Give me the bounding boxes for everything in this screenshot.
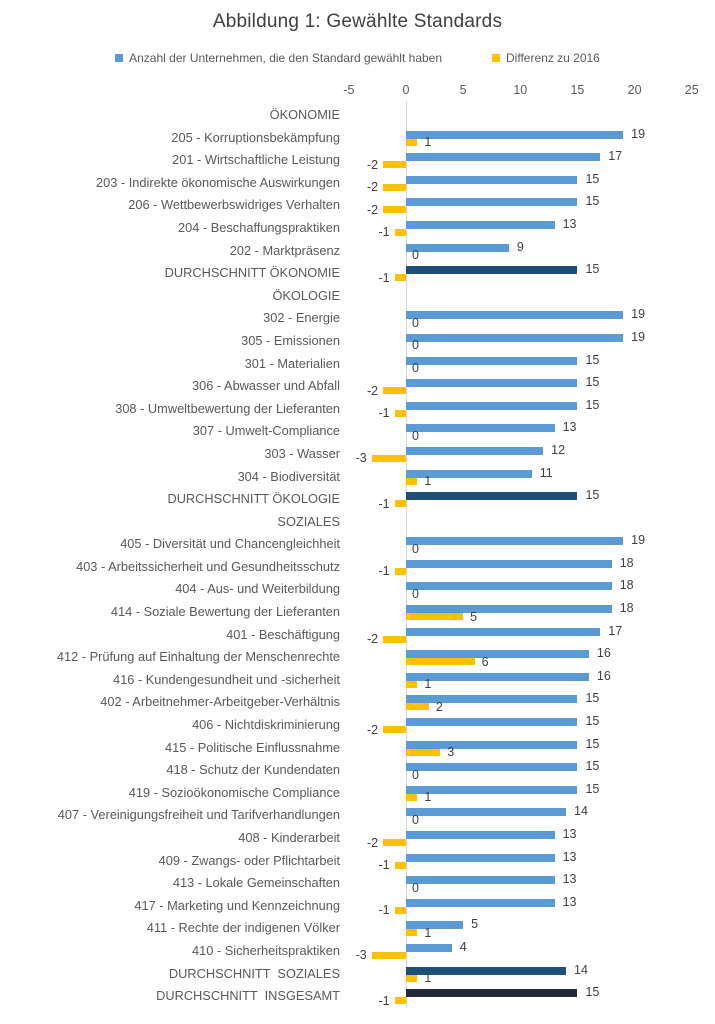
count-value: 13	[562, 849, 577, 864]
count-bar	[406, 673, 589, 681]
diff-value: -2	[367, 180, 379, 195]
diff-value: 3	[447, 745, 455, 760]
row-label: 403 - Arbeitssicherheit und Gesundheitsschutz	[76, 558, 340, 574]
count-value: 17	[608, 623, 623, 638]
legend-item-diff	[492, 51, 600, 65]
row-label: 407 - Vereinigungsfreiheit und Tarifverhandlungen	[57, 807, 340, 823]
count-bar	[406, 424, 555, 432]
row-plot	[345, 330, 715, 353]
diff-value: -1	[378, 225, 390, 240]
row-label: DURCHSCHNITT INSGESAMT	[156, 988, 340, 1004]
diff-bar	[383, 839, 406, 846]
row-label: 415 - Politische Einflussnahme	[165, 739, 340, 755]
chart-bar-row	[0, 375, 715, 398]
count-bar	[406, 244, 509, 252]
row-plot	[345, 578, 715, 601]
row-label: 408 - Kinderarbeit	[238, 830, 340, 845]
diff-bar	[406, 975, 417, 982]
chart-bar-row	[0, 240, 715, 263]
chart-bar-row	[0, 307, 715, 330]
count-bar	[406, 357, 577, 365]
legend-label-count: Anzahl der Unternehmen, die den Standard gewählt haben	[129, 51, 443, 65]
row-plot	[345, 104, 715, 127]
count-bar	[406, 582, 612, 590]
row-label: 304 - Biodiversität	[237, 468, 340, 484]
row-label: 202 - Marktpräsenz	[229, 242, 340, 258]
diff-value: 0	[412, 586, 419, 601]
diff-value: 1	[424, 677, 432, 692]
chart-bar-row	[0, 737, 715, 760]
chart-bar-row	[0, 963, 715, 986]
chart-bar-row	[0, 985, 715, 1008]
row-plot	[345, 985, 715, 1008]
chart-bar-row	[0, 624, 715, 647]
row-plot	[345, 149, 715, 172]
row-plot	[345, 172, 715, 195]
row-plot	[345, 127, 715, 150]
chart-rows	[0, 104, 715, 1008]
diff-bar	[395, 410, 406, 417]
chart-bar-row	[0, 172, 715, 195]
diff-bar	[383, 387, 406, 394]
chart-bar-row	[0, 691, 715, 714]
diff-value: -1	[378, 564, 390, 579]
row-plot	[345, 601, 715, 624]
chart-bar-row	[0, 714, 715, 737]
diff-value: 0	[412, 315, 419, 330]
diff-bar	[406, 139, 417, 146]
legend-item-count	[115, 51, 442, 65]
row-label: 204 - Beschaffungspraktiken	[178, 219, 340, 235]
row-plot	[345, 511, 715, 534]
count-value: 15	[585, 397, 600, 412]
chart-bar-row	[0, 466, 715, 489]
chart-bar-row	[0, 194, 715, 217]
count-value: 19	[631, 126, 646, 141]
count-value: 14	[574, 962, 588, 977]
row-label: 305 - Emissionen	[241, 332, 340, 348]
diff-bar	[395, 568, 406, 575]
row-plot	[345, 624, 715, 647]
count-bar	[406, 718, 577, 726]
chart-bar-row	[0, 149, 715, 172]
count-value: 15	[585, 714, 600, 729]
diff-value: 1	[424, 135, 432, 150]
count-bar	[406, 763, 577, 771]
diff-value: 0	[412, 361, 419, 376]
count-bar	[406, 650, 589, 658]
x-tick: -5	[343, 83, 355, 97]
diff-value: -1	[378, 496, 390, 511]
section-label: ÖKONOMIE	[269, 107, 340, 122]
diff-bar	[406, 658, 475, 665]
row-plot	[345, 353, 715, 376]
legend-swatch-count-icon	[115, 54, 123, 62]
row-plot	[345, 466, 715, 489]
row-plot	[345, 194, 715, 217]
diff-value: -2	[367, 202, 379, 217]
chart-bar-row	[0, 488, 715, 511]
row-label: 201 - Wirtschaftliche Leistung	[172, 152, 340, 168]
chart-bar-row	[0, 601, 715, 624]
chart-bar-row	[0, 850, 715, 873]
count-bar	[406, 198, 577, 206]
diff-bar	[406, 929, 417, 936]
count-value: 15	[585, 488, 600, 503]
diff-value: 1	[424, 925, 432, 940]
diff-bar	[406, 681, 417, 688]
count-bar	[406, 560, 612, 568]
diff-bar	[383, 206, 406, 213]
row-label: DURCHSCHNITT SOZIALES	[168, 965, 340, 981]
chart-bar-row	[0, 782, 715, 805]
count-value: 15	[585, 781, 600, 796]
row-label: 416 - Kundengesundheit und -sicherheit	[113, 671, 340, 687]
diff-value: 0	[412, 248, 419, 263]
legend-swatch-diff-icon	[492, 54, 500, 62]
diff-value: -1	[378, 270, 390, 285]
count-bar	[406, 334, 623, 342]
count-bar	[406, 605, 612, 613]
count-value: 15	[585, 985, 600, 1000]
count-value: 15	[585, 736, 600, 751]
diff-bar	[395, 907, 406, 914]
chart-section-row	[0, 511, 715, 534]
count-value: 13	[562, 894, 577, 909]
row-label: 404 - Aus- und Weiterbildung	[175, 581, 340, 597]
row-plot	[345, 488, 715, 511]
row-plot	[345, 285, 715, 308]
chart-bar-row	[0, 533, 715, 556]
row-plot	[345, 963, 715, 986]
chart-bar-row	[0, 420, 715, 443]
diff-bar	[383, 161, 406, 168]
count-value: 17	[608, 149, 623, 164]
count-value: 15	[585, 691, 600, 706]
diff-value: -3	[355, 451, 367, 466]
diff-value: 0	[412, 767, 419, 782]
count-bar	[406, 944, 452, 952]
row-label: 308 - Umweltbewertung der Lieferanten	[115, 400, 340, 416]
count-value: 18	[619, 578, 634, 593]
diff-value: 5	[470, 609, 478, 624]
diff-bar	[395, 997, 406, 1004]
row-label: 405 - Diversität und Chancengleichheit	[120, 536, 340, 552]
diff-bar	[406, 703, 429, 710]
row-label: 414 - Soziale Bewertung der Lieferanten	[110, 604, 340, 620]
count-bar	[406, 402, 577, 410]
row-plot	[345, 895, 715, 918]
row-plot	[345, 556, 715, 579]
chart-bar-row	[0, 127, 715, 150]
count-value: 5	[471, 917, 479, 932]
diff-value: -2	[367, 835, 379, 850]
chart-bar-row	[0, 895, 715, 918]
row-plot	[345, 714, 715, 737]
row-label: 409 - Zwangs- oder Pflichtarbeit	[158, 852, 340, 868]
row-label: DURCHSCHNITT ÖKOLOGIE	[167, 491, 340, 507]
chart-bar-row	[0, 872, 715, 895]
count-bar	[406, 266, 577, 274]
count-bar	[406, 131, 623, 139]
row-label: 406 - Nichtdiskriminierung	[192, 717, 340, 733]
count-value: 13	[562, 216, 577, 231]
count-bar	[406, 492, 577, 500]
row-plot	[345, 533, 715, 556]
count-value: 15	[585, 194, 600, 209]
count-value: 12	[551, 442, 566, 457]
chart-section-row	[0, 285, 715, 308]
section-label: ÖKOLOGIE	[272, 287, 340, 303]
count-bar	[406, 831, 555, 839]
chart-bar-row	[0, 827, 715, 850]
chart-bar-row	[0, 443, 715, 466]
row-label: 410 - Sicherheitspraktiken	[192, 942, 340, 958]
row-label: 402 - Arbeitnehmer-Arbeitgeber-Verhältnis	[100, 694, 340, 710]
diff-bar	[383, 636, 406, 643]
row-label: DURCHSCHNITT ÖKONOMIE	[164, 265, 340, 281]
row-plot	[345, 691, 715, 714]
x-tick: 25	[684, 83, 699, 97]
chart-bar-row	[0, 578, 715, 601]
count-value: 18	[619, 601, 634, 616]
x-tick: 15	[570, 83, 585, 97]
diff-value: 0	[412, 880, 419, 895]
row-label: 205 - Korruptionsbekämpfung	[171, 129, 340, 145]
count-value: 9	[516, 239, 524, 254]
count-value: 15	[585, 375, 600, 390]
row-plot	[345, 443, 715, 466]
diff-bar	[406, 794, 417, 801]
chart-bar-row	[0, 804, 715, 827]
row-label: 412 - Prüfung auf Einhaltung der Menschenrechte	[56, 649, 340, 665]
diff-value: 1	[424, 790, 432, 805]
section-label: SOZIALES	[277, 513, 340, 529]
diff-value: -2	[367, 157, 379, 172]
count-bar	[406, 876, 555, 884]
row-label: 302 - Energie	[263, 310, 340, 326]
chart-bar-row	[0, 262, 715, 285]
diff-bar	[395, 500, 406, 507]
row-label: 306 - Abwasser und Abfall	[192, 378, 340, 394]
diff-value: -1	[378, 858, 390, 873]
diff-value: -2	[367, 632, 379, 647]
x-tick: 10	[513, 83, 528, 97]
diff-value: -1	[378, 406, 390, 421]
count-value: 15	[585, 759, 600, 774]
row-plot	[345, 646, 715, 669]
diff-value: 0	[412, 338, 419, 353]
diff-value: -1	[378, 993, 390, 1008]
chart-section-row	[0, 104, 715, 127]
diff-value: -1	[378, 903, 390, 918]
count-bar	[406, 921, 463, 929]
x-axis-ticks	[345, 83, 715, 99]
chart-bar-row	[0, 217, 715, 240]
row-plot	[345, 940, 715, 963]
count-value: 13	[562, 420, 577, 435]
row-plot	[345, 420, 715, 443]
diff-bar	[406, 478, 417, 485]
row-plot	[345, 759, 715, 782]
diff-bar	[406, 613, 463, 620]
diff-bar	[372, 455, 406, 462]
diff-value: 0	[412, 812, 419, 827]
count-bar	[406, 695, 577, 703]
chart-bar-row	[0, 330, 715, 353]
count-bar	[406, 786, 577, 794]
legend-label-diff: Differenz zu 2016	[506, 51, 600, 65]
diff-value: 0	[412, 541, 419, 556]
count-value: 13	[562, 872, 577, 887]
row-plot	[345, 375, 715, 398]
diff-value: 0	[412, 428, 419, 443]
row-plot	[345, 850, 715, 873]
diff-bar	[395, 274, 406, 281]
diff-bar	[383, 184, 406, 191]
chart-bar-row	[0, 940, 715, 963]
row-label: 411 - Rechte der indigenen Völker	[146, 920, 340, 936]
row-plot	[345, 804, 715, 827]
count-value: 11	[539, 465, 553, 480]
count-bar	[406, 379, 577, 387]
row-label: 203 - Indirekte ökonomische Auswirkungen	[96, 174, 340, 190]
row-label: 401 - Beschäftigung	[226, 626, 340, 642]
diff-value: 1	[424, 474, 432, 488]
count-bar	[406, 854, 555, 862]
count-value: 15	[585, 171, 600, 186]
chart-bar-row	[0, 646, 715, 669]
count-bar	[406, 153, 600, 161]
row-plot	[345, 827, 715, 850]
chart-bar-row	[0, 669, 715, 692]
count-value: 19	[631, 533, 646, 548]
row-label: 303 - Wasser	[264, 445, 340, 461]
row-label: 417 - Marketing und Kennzeichnung	[134, 897, 340, 913]
count-bar	[406, 741, 577, 749]
x-tick: 0	[402, 83, 410, 97]
diff-value: -2	[367, 383, 379, 398]
chart-bar-row	[0, 759, 715, 782]
chart-bar-row	[0, 398, 715, 421]
diff-value: 2	[435, 699, 443, 714]
count-bar	[406, 447, 543, 455]
chart-bar-row	[0, 917, 715, 940]
row-plot	[345, 217, 715, 240]
row-label: 301 - Materialien	[244, 355, 340, 371]
diff-bar	[372, 952, 406, 959]
row-plot	[345, 782, 715, 805]
row-plot	[345, 669, 715, 692]
count-value: 19	[631, 329, 646, 344]
row-plot	[345, 917, 715, 940]
diff-bar	[406, 749, 440, 756]
row-label: 418 - Schutz der Kundendaten	[166, 762, 340, 778]
chart-bar-row	[0, 353, 715, 376]
x-tick: 20	[627, 83, 642, 97]
count-bar	[406, 628, 600, 636]
row-plot	[345, 398, 715, 421]
diff-bar	[395, 229, 406, 236]
count-value: 15	[585, 352, 600, 367]
row-plot	[345, 737, 715, 760]
diff-value: -3	[355, 948, 367, 963]
count-value: 19	[631, 307, 646, 322]
row-plot	[345, 262, 715, 285]
count-value: 13	[562, 827, 577, 841]
diff-value: 1	[424, 971, 432, 986]
row-label: 307 - Umwelt-Compliance	[192, 423, 340, 439]
chart-title: Abbildung 1: Gewählte Standards	[212, 11, 503, 32]
count-bar	[406, 311, 623, 319]
count-value: 18	[619, 555, 634, 570]
count-bar	[406, 989, 577, 997]
row-plot	[345, 872, 715, 895]
row-label: 206 - Wettbewerbswidriges Verhalten	[128, 197, 340, 213]
count-bar	[406, 808, 566, 816]
diff-bar	[395, 862, 406, 869]
row-label: 413 - Lokale Gemeinschaften	[172, 875, 340, 891]
row-plot	[345, 307, 715, 330]
diff-value: -2	[367, 722, 379, 737]
count-value: 16	[596, 646, 611, 661]
count-bar	[406, 221, 555, 229]
count-bar	[406, 899, 555, 907]
row-label: 419 - Sozioökonomische Compliance	[128, 784, 340, 800]
count-value: 14	[574, 804, 588, 819]
diff-value: 6	[481, 654, 489, 669]
count-value: 15	[585, 262, 600, 277]
count-bar	[406, 537, 623, 545]
count-value: 4	[459, 939, 467, 954]
row-plot	[345, 240, 715, 263]
x-tick: 5	[459, 83, 467, 97]
diff-bar	[383, 726, 406, 733]
chart-bar-row	[0, 556, 715, 579]
count-bar	[406, 176, 577, 184]
count-value: 16	[596, 668, 611, 683]
legend	[0, 51, 715, 65]
